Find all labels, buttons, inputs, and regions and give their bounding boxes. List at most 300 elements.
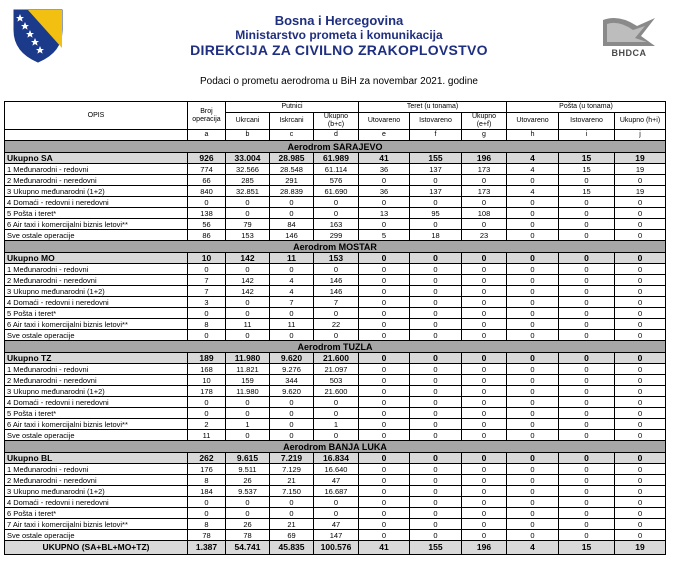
row-value: 9.620 — [270, 386, 314, 397]
row-value: 0 — [559, 430, 615, 441]
row-value: 0 — [462, 330, 507, 341]
row-value: 61.690 — [314, 186, 359, 197]
row-label: 2 Međunarodni - neredovni — [5, 375, 188, 386]
row-label: 4 Domaći - redovni i neredovni — [5, 297, 188, 308]
row-value: 22 — [314, 319, 359, 330]
row-value: 0 — [507, 386, 559, 397]
row-value: 0 — [410, 264, 462, 275]
row-value: 0 — [410, 408, 462, 419]
row-value: 0 — [507, 419, 559, 430]
row-value: 0 — [359, 253, 410, 264]
row-value: 8 — [188, 475, 226, 486]
row-value: 0 — [559, 230, 615, 241]
row-value: 774 — [188, 164, 226, 175]
row-value: 1.387 — [188, 541, 226, 555]
row-value: 0 — [359, 175, 410, 186]
row-value: 0 — [559, 286, 615, 297]
row-value: 196 — [462, 153, 507, 164]
row-value: 0 — [270, 330, 314, 341]
row-value: 0 — [615, 408, 666, 419]
section-title: Aerodrom TUZLA — [5, 341, 666, 353]
row-value: 0 — [615, 319, 666, 330]
row-value: 0 — [462, 386, 507, 397]
row-value: 13 — [359, 208, 410, 219]
row-value: 0 — [615, 430, 666, 441]
row-label: 6 Air taxi i komercijalni biznis letovi** — [5, 319, 188, 330]
row-value: 0 — [507, 219, 559, 230]
row-value: 0 — [559, 475, 615, 486]
row-label: 5 Pošta i teret* — [5, 208, 188, 219]
row-value: 0 — [359, 408, 410, 419]
row-value: 0 — [226, 497, 270, 508]
row-value: 0 — [507, 197, 559, 208]
row-value: 15 — [559, 186, 615, 197]
row-label: 4 Domaći - redovni i neredovni — [5, 497, 188, 508]
row-value: 0 — [462, 286, 507, 297]
row-value: 0 — [507, 208, 559, 219]
row-value: 0 — [462, 197, 507, 208]
row-value: 0 — [507, 508, 559, 519]
row-value: 0 — [615, 208, 666, 219]
row-label: Sve ostale operacije — [5, 430, 188, 441]
row-value: 79 — [226, 219, 270, 230]
traffic-table — [4, 101, 666, 555]
row-value: 45.835 — [270, 541, 314, 555]
header-ukupno-ef: Ukupno (e+f) — [462, 113, 507, 130]
row-value: 0 — [410, 219, 462, 230]
row-value: 178 — [188, 386, 226, 397]
row-label: 4 Domaći - redovni i neredovni — [5, 197, 188, 208]
row-value: 0 — [410, 519, 462, 530]
row-value: 7 — [314, 297, 359, 308]
row-value: 155 — [410, 153, 462, 164]
header-letter: a — [188, 130, 226, 141]
row-value: 0 — [615, 286, 666, 297]
row-label: 6 Air taxi i komercijalni biznis letovi** — [5, 219, 188, 230]
row-value: 0 — [410, 508, 462, 519]
row-value: 0 — [410, 486, 462, 497]
row-value: 11 — [188, 430, 226, 441]
row-value: 0 — [314, 497, 359, 508]
table-row — [5, 264, 666, 275]
row-value: 26 — [226, 475, 270, 486]
header-letter: c — [270, 130, 314, 141]
row-value: 0 — [226, 408, 270, 419]
row-value: 0 — [615, 330, 666, 341]
header-utovareno-posta: Utovareno — [507, 113, 559, 130]
row-value: 137 — [410, 164, 462, 175]
row-value: 146 — [270, 230, 314, 241]
row-value: 18 — [410, 230, 462, 241]
header-ukupno-hi: Ukupno (h+i) — [615, 113, 666, 130]
row-value: 0 — [559, 519, 615, 530]
table-row — [5, 497, 666, 508]
row-value: 4 — [507, 541, 559, 555]
row-value: 0 — [270, 419, 314, 430]
header-istovareno: Istovareno — [410, 113, 462, 130]
row-value: 0 — [507, 453, 559, 464]
row-value: 344 — [270, 375, 314, 386]
row-value: 0 — [188, 197, 226, 208]
row-value: 262 — [188, 453, 226, 464]
section-title: Aerodrom MOSTAR — [5, 241, 666, 253]
row-value: 0 — [507, 330, 559, 341]
row-value: 0 — [188, 264, 226, 275]
row-value: 0 — [559, 464, 615, 475]
row-value: 0 — [359, 364, 410, 375]
row-value: 0 — [507, 175, 559, 186]
header-directorate: DIREKCIJA ZA CIVILNO ZRAKOPLOVSTVO — [190, 42, 488, 58]
table-row — [5, 253, 666, 264]
row-value: 0 — [462, 475, 507, 486]
row-label: 5 Pošta i teret* — [5, 408, 188, 419]
row-value: 0 — [507, 297, 559, 308]
row-value: 0 — [462, 497, 507, 508]
row-value: 0 — [226, 264, 270, 275]
table-row — [5, 541, 666, 555]
row-value: 0 — [507, 364, 559, 375]
row-value: 0 — [462, 219, 507, 230]
section-header-row — [5, 141, 666, 153]
table-row — [5, 286, 666, 297]
row-value: 0 — [559, 330, 615, 341]
table-row — [5, 186, 666, 197]
row-value: 8 — [188, 319, 226, 330]
row-value: 10 — [188, 375, 226, 386]
row-value: 0 — [314, 330, 359, 341]
row-value: 19 — [615, 186, 666, 197]
row-value: 0 — [559, 275, 615, 286]
row-value: 0 — [559, 419, 615, 430]
row-value: 0 — [359, 508, 410, 519]
row-label: Ukupno MO — [5, 253, 188, 264]
table-row — [5, 430, 666, 441]
row-value: 0 — [410, 175, 462, 186]
row-value: 47 — [314, 475, 359, 486]
header-ukrcani: Ukrcani — [226, 113, 270, 130]
section-title: Aerodrom SARAJEVO — [5, 141, 666, 153]
section-header-row — [5, 341, 666, 353]
row-value: 0 — [410, 530, 462, 541]
row-value: 15 — [559, 541, 615, 555]
row-value: 7.150 — [270, 486, 314, 497]
row-value: 11.821 — [226, 364, 270, 375]
row-value: 21.600 — [314, 353, 359, 364]
row-value: 0 — [615, 530, 666, 541]
row-value: 4 — [270, 286, 314, 297]
header-utovareno: Utovareno — [359, 113, 410, 130]
table-row — [5, 208, 666, 219]
row-value: 0 — [410, 386, 462, 397]
row-value: 0 — [410, 330, 462, 341]
row-value: 9.537 — [226, 486, 270, 497]
row-value: 0 — [462, 319, 507, 330]
row-value: 0 — [410, 430, 462, 441]
row-value: 0 — [462, 397, 507, 408]
row-value: 0 — [270, 208, 314, 219]
row-value: 0 — [507, 375, 559, 386]
table-row — [5, 153, 666, 164]
table-row — [5, 175, 666, 186]
table-body — [5, 141, 666, 555]
header-letter: f — [410, 130, 462, 141]
row-value: 196 — [462, 541, 507, 555]
row-label: 6 Pošta i teret* — [5, 508, 188, 519]
row-value: 142 — [226, 253, 270, 264]
row-value: 0 — [226, 308, 270, 319]
row-value: 285 — [226, 175, 270, 186]
row-value: 0 — [270, 430, 314, 441]
row-label: 2 Međunarodni - neredovni — [5, 275, 188, 286]
row-value: 108 — [462, 208, 507, 219]
row-label: 3 Ukupno međunarodni (1+2) — [5, 486, 188, 497]
row-value: 0 — [410, 419, 462, 430]
row-value: 0 — [359, 330, 410, 341]
row-value: 0 — [462, 430, 507, 441]
row-value: 19 — [615, 164, 666, 175]
row-value: 32.851 — [226, 186, 270, 197]
row-value: 61.989 — [314, 153, 359, 164]
row-label: Ukupno BL — [5, 453, 188, 464]
row-value: 0 — [462, 375, 507, 386]
row-value: 56 — [188, 219, 226, 230]
row-value: 0 — [410, 253, 462, 264]
section-header-row — [5, 241, 666, 253]
row-value: 147 — [314, 530, 359, 541]
row-value: 0 — [462, 530, 507, 541]
row-value: 0 — [314, 508, 359, 519]
header-letters-blank — [5, 130, 188, 141]
row-value: 0 — [188, 330, 226, 341]
row-value: 0 — [559, 197, 615, 208]
row-value: 0 — [359, 219, 410, 230]
row-value: 4 — [507, 153, 559, 164]
row-value: 146 — [314, 286, 359, 297]
row-value: 0 — [410, 364, 462, 375]
table-row — [5, 386, 666, 397]
row-value: 21.097 — [314, 364, 359, 375]
row-value: 0 — [410, 464, 462, 475]
table-row — [5, 475, 666, 486]
row-label: 5 Pošta i teret* — [5, 308, 188, 319]
row-value: 26 — [226, 519, 270, 530]
row-value: 23 — [462, 230, 507, 241]
row-value: 173 — [462, 164, 507, 175]
table-row — [5, 353, 666, 364]
header-putnici: Putnici — [226, 102, 359, 113]
row-value: 78 — [226, 530, 270, 541]
table-row — [5, 453, 666, 464]
row-value: 16.687 — [314, 486, 359, 497]
header-letters-row — [5, 130, 666, 141]
row-value: 0 — [615, 230, 666, 241]
row-label: 3 Ukupno međunarodni (1+2) — [5, 286, 188, 297]
row-value: 926 — [188, 153, 226, 164]
row-value: 0 — [359, 430, 410, 441]
row-value: 0 — [559, 353, 615, 364]
row-value: 0 — [462, 364, 507, 375]
row-value: 3 — [188, 297, 226, 308]
row-value: 0 — [615, 375, 666, 386]
row-value: 0 — [314, 208, 359, 219]
row-value: 0 — [615, 175, 666, 186]
row-value: 4 — [507, 186, 559, 197]
row-value: 189 — [188, 353, 226, 364]
header-opis: OPIS — [5, 102, 188, 130]
table-row — [5, 486, 666, 497]
row-value: 0 — [507, 497, 559, 508]
row-label: 4 Domaći - redovni i neredovni — [5, 397, 188, 408]
row-value: 7.219 — [270, 453, 314, 464]
row-label: Ukupno TZ — [5, 353, 188, 364]
row-value: 142 — [226, 275, 270, 286]
bhdca-logo-text: BHDCA — [611, 48, 647, 58]
row-value: 0 — [270, 308, 314, 319]
row-value: 0 — [615, 197, 666, 208]
row-value: 0 — [507, 464, 559, 475]
row-value: 0 — [410, 353, 462, 364]
row-value: 0 — [615, 497, 666, 508]
row-value: 168 — [188, 364, 226, 375]
row-value: 0 — [615, 353, 666, 364]
row-label: 1 Međunarodni - redovni — [5, 364, 188, 375]
row-value: 0 — [226, 297, 270, 308]
table-row — [5, 519, 666, 530]
row-value: 137 — [410, 186, 462, 197]
header-teret: Teret (u tonama) — [359, 102, 507, 113]
table-row — [5, 308, 666, 319]
row-value: 0 — [188, 508, 226, 519]
row-label: Sve ostale operacije — [5, 230, 188, 241]
row-label: 3 Ukupno međunarodni (1+2) — [5, 386, 188, 397]
row-value: 0 — [359, 464, 410, 475]
row-value: 7 — [270, 297, 314, 308]
header-broj-operacija: Broj operacija — [188, 102, 226, 130]
row-value: 0 — [559, 375, 615, 386]
row-value: 0 — [359, 475, 410, 486]
row-value: 36 — [359, 186, 410, 197]
table-row — [5, 197, 666, 208]
row-value: 0 — [410, 275, 462, 286]
table-row — [5, 297, 666, 308]
row-value: 0 — [188, 397, 226, 408]
row-value: 0 — [270, 397, 314, 408]
row-value: 9.615 — [226, 453, 270, 464]
table-row — [5, 375, 666, 386]
row-value: 0 — [314, 397, 359, 408]
row-value: 0 — [615, 419, 666, 430]
row-value: 0 — [507, 430, 559, 441]
table-row — [5, 219, 666, 230]
row-value: 0 — [314, 197, 359, 208]
row-value: 0 — [462, 519, 507, 530]
header-ukupno-bc: Ukupno (b+c) — [314, 113, 359, 130]
row-value: 0 — [559, 319, 615, 330]
row-value: 0 — [359, 519, 410, 530]
table-row — [5, 275, 666, 286]
row-value: 0 — [462, 353, 507, 364]
row-value: 9.511 — [226, 464, 270, 475]
row-value: 0 — [188, 308, 226, 319]
row-value: 4 — [507, 164, 559, 175]
row-value: 0 — [507, 264, 559, 275]
row-value: 0 — [226, 508, 270, 519]
row-value: 0 — [559, 219, 615, 230]
row-value: 0 — [359, 197, 410, 208]
row-value: 0 — [507, 475, 559, 486]
row-value: 0 — [559, 253, 615, 264]
table-row — [5, 319, 666, 330]
row-value: 66 — [188, 175, 226, 186]
row-value: 0 — [507, 519, 559, 530]
row-value: 21.600 — [314, 386, 359, 397]
row-value: 41 — [359, 153, 410, 164]
row-value: 1 — [314, 419, 359, 430]
row-value: 0 — [615, 364, 666, 375]
row-value: 7.129 — [270, 464, 314, 475]
row-value: 0 — [359, 386, 410, 397]
table-row — [5, 508, 666, 519]
row-value: 0 — [615, 253, 666, 264]
row-label: 2 Međunarodni - neredovni — [5, 175, 188, 186]
row-value: 61.114 — [314, 164, 359, 175]
row-value: 0 — [615, 508, 666, 519]
row-value: 32.566 — [226, 164, 270, 175]
table-row — [5, 330, 666, 341]
row-value: 0 — [359, 397, 410, 408]
row-label: 7 Air taxi i komercijalni biznis letovi** — [5, 519, 188, 530]
row-value: 11 — [270, 319, 314, 330]
row-value: 0 — [507, 486, 559, 497]
row-label: Sve ostale operacije — [5, 330, 188, 341]
row-label: Sve ostale operacije — [5, 530, 188, 541]
row-value: 146 — [314, 275, 359, 286]
row-value: 0 — [615, 464, 666, 475]
row-value: 4 — [270, 275, 314, 286]
row-value: 0 — [226, 330, 270, 341]
row-value: 0 — [559, 486, 615, 497]
row-value: 0 — [359, 453, 410, 464]
table-row — [5, 230, 666, 241]
row-value: 1 — [226, 419, 270, 430]
row-value: 153 — [226, 230, 270, 241]
row-value: 0 — [462, 408, 507, 419]
row-value: 41 — [359, 541, 410, 555]
row-value: 0 — [314, 408, 359, 419]
row-value: 0 — [507, 308, 559, 319]
row-value: 0 — [359, 286, 410, 297]
row-value: 0 — [270, 264, 314, 275]
row-value: 0 — [615, 264, 666, 275]
row-value: 0 — [359, 319, 410, 330]
table-row — [5, 419, 666, 430]
row-value: 176 — [188, 464, 226, 475]
row-value: 0 — [507, 397, 559, 408]
row-label: Ukupno SA — [5, 153, 188, 164]
row-value: 0 — [462, 486, 507, 497]
row-value: 0 — [410, 475, 462, 486]
row-value: 15 — [559, 153, 615, 164]
row-value: 0 — [615, 308, 666, 319]
row-value: 173 — [462, 186, 507, 197]
row-value: 299 — [314, 230, 359, 241]
row-value: 0 — [462, 308, 507, 319]
row-value: 0 — [359, 419, 410, 430]
row-value: 0 — [188, 497, 226, 508]
row-label: 1 Međunarodni - redovni — [5, 164, 188, 175]
row-value: 0 — [462, 419, 507, 430]
header-letter: h — [507, 130, 559, 141]
